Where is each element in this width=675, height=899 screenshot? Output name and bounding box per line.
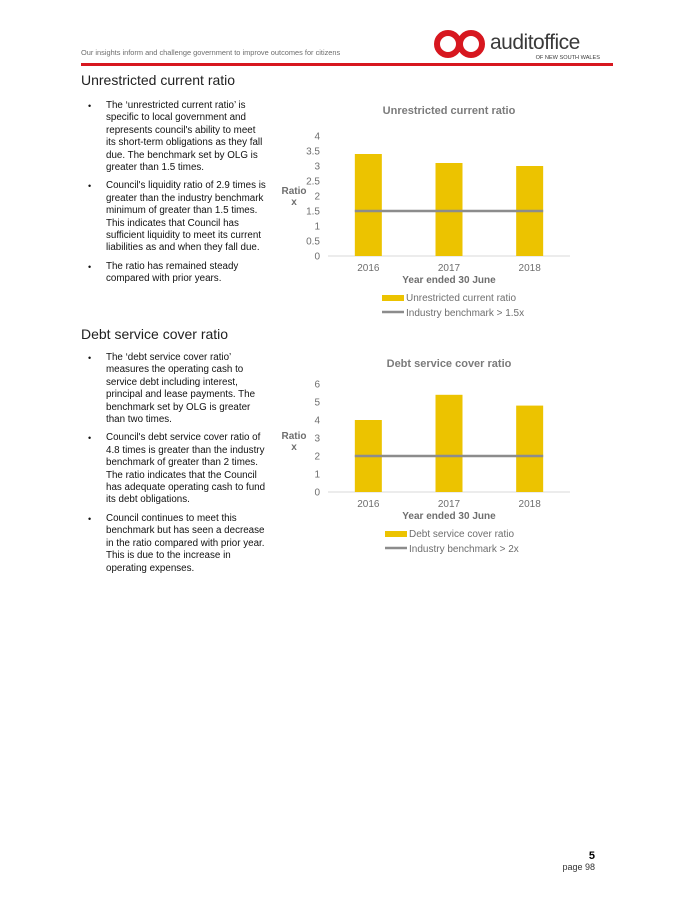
y-tick-label: 2 xyxy=(314,191,320,203)
bullet-icon: • xyxy=(88,261,92,272)
y-tick-label: 1 xyxy=(314,469,320,481)
section-title-unrestricted: Unrestricted current ratio xyxy=(81,72,236,88)
y-axis-label-line: x xyxy=(291,442,297,453)
y-tick-label: 3 xyxy=(314,433,320,445)
legend-swatch-bar xyxy=(382,295,404,301)
page-label: page 98 xyxy=(562,862,595,872)
header-tagline: Our insights inform and challenge government to improve outcomes for citizens xyxy=(81,48,341,57)
y-axis-label-line: Ratio xyxy=(281,186,307,197)
logo-text: auditoffice xyxy=(490,31,580,54)
y-tick-label: 0 xyxy=(314,251,320,263)
chart-unrestricted-current-ratio xyxy=(270,98,610,320)
x-axis-label: Year ended 30 June xyxy=(402,511,496,522)
y-tick-label: 1 xyxy=(314,221,320,233)
legend-swatch-bar xyxy=(385,531,407,537)
x-tick-label: 2017 xyxy=(437,263,461,274)
y-tick-label: 1.5 xyxy=(306,206,320,218)
bullet-icon: • xyxy=(88,513,92,524)
chart-svg xyxy=(270,346,610,576)
legend-label: Debt service cover ratio xyxy=(409,529,515,540)
bar xyxy=(516,406,543,492)
chart-title: Debt service cover ratio xyxy=(386,358,512,370)
y-tick-label: 2 xyxy=(314,451,320,463)
x-axis-label: Year ended 30 June xyxy=(402,275,496,286)
chart-title: Unrestricted current ratio xyxy=(382,105,516,117)
bar xyxy=(436,163,463,256)
y-tick-label: 4 xyxy=(314,415,320,427)
bullet-item xyxy=(88,100,266,174)
y-axis-label-line: x xyxy=(291,197,297,208)
legend-label: Unrestricted current ratio xyxy=(406,293,517,304)
y-tick-label: 5 xyxy=(314,397,320,409)
bullet-text: Council's debt service cover ratio of 4.8 times is greater than the industry benchmark of greater than 2 times. The ratio indicates that the Council has adequate operating cash to fund its debt obligations. xyxy=(106,432,266,506)
chart-debt-service-cover-ratio xyxy=(270,346,610,576)
page-number: 5 xyxy=(588,850,595,862)
bullet-list-unrestricted xyxy=(88,100,266,292)
bullet-item xyxy=(88,513,266,575)
y-tick-label: 3 xyxy=(314,161,320,173)
bullet-icon: • xyxy=(88,181,92,192)
bullet-text: Council's liquidity ratio of 2.9 times is greater than the industry benchmark minimum of greater than 1.5 times. This indicates that Council has sufficient liquidity to meet its current liabilities as and when they fall due. xyxy=(106,180,266,254)
y-tick-label: 6 xyxy=(314,379,320,391)
x-tick-label: 2018 xyxy=(518,499,541,510)
bullet-text: The ratio has remained steady compared with prior years. xyxy=(106,260,239,285)
legend-label: Industry benchmark > 1.5x xyxy=(406,308,525,319)
bullet-item xyxy=(88,432,266,506)
bullet-item xyxy=(88,180,266,254)
bullet-icon: • xyxy=(88,101,92,111)
x-tick-label: 2017 xyxy=(437,499,461,510)
bullet-item xyxy=(88,352,266,426)
chart-svg xyxy=(270,98,610,320)
x-tick-label: 2018 xyxy=(518,263,541,274)
section-title-debt-service: Debt service cover ratio xyxy=(81,326,229,342)
legend-label: Industry benchmark > 2x xyxy=(409,544,519,555)
bullet-text: Council continues to meet this benchmark but has seen a decrease in the ratio compared with prior year. This is due to the increase in operating expenses. xyxy=(106,512,265,574)
bullet-text: The ‘unrestricted current ratio’ is specific to local government and represents council's ability to meet its short-term obligations as they fall due. The benchmark set by OLG is greater than 1.5 times. xyxy=(106,100,263,174)
audit-office-logo xyxy=(432,28,602,62)
logo-subtext: OF NEW SOUTH WALES xyxy=(535,55,600,61)
bullet-list-debt-service xyxy=(88,352,266,581)
y-tick-label: 0.5 xyxy=(306,236,320,248)
x-tick-label: 2016 xyxy=(357,263,380,274)
y-tick-label: 2.5 xyxy=(306,176,320,188)
bullet-icon: • xyxy=(88,353,92,363)
bullet-text: The ‘debt service cover ratio’ measures the operating cash to service debt including interest, principal and lease payments. The benchmark set by OLG is greater than two times. xyxy=(106,352,256,426)
logo-mark-icon xyxy=(437,33,482,55)
bullet-item xyxy=(88,261,266,286)
y-tick-label: 3.5 xyxy=(306,146,320,158)
bullet-icon: • xyxy=(88,433,92,444)
y-tick-label: 4 xyxy=(314,131,320,143)
header-rule xyxy=(81,63,613,66)
bar xyxy=(436,395,463,492)
x-tick-label: 2016 xyxy=(357,499,380,510)
bar xyxy=(355,154,382,256)
y-tick-label: 0 xyxy=(314,487,320,499)
y-axis-label-line: Ratio xyxy=(281,431,307,442)
